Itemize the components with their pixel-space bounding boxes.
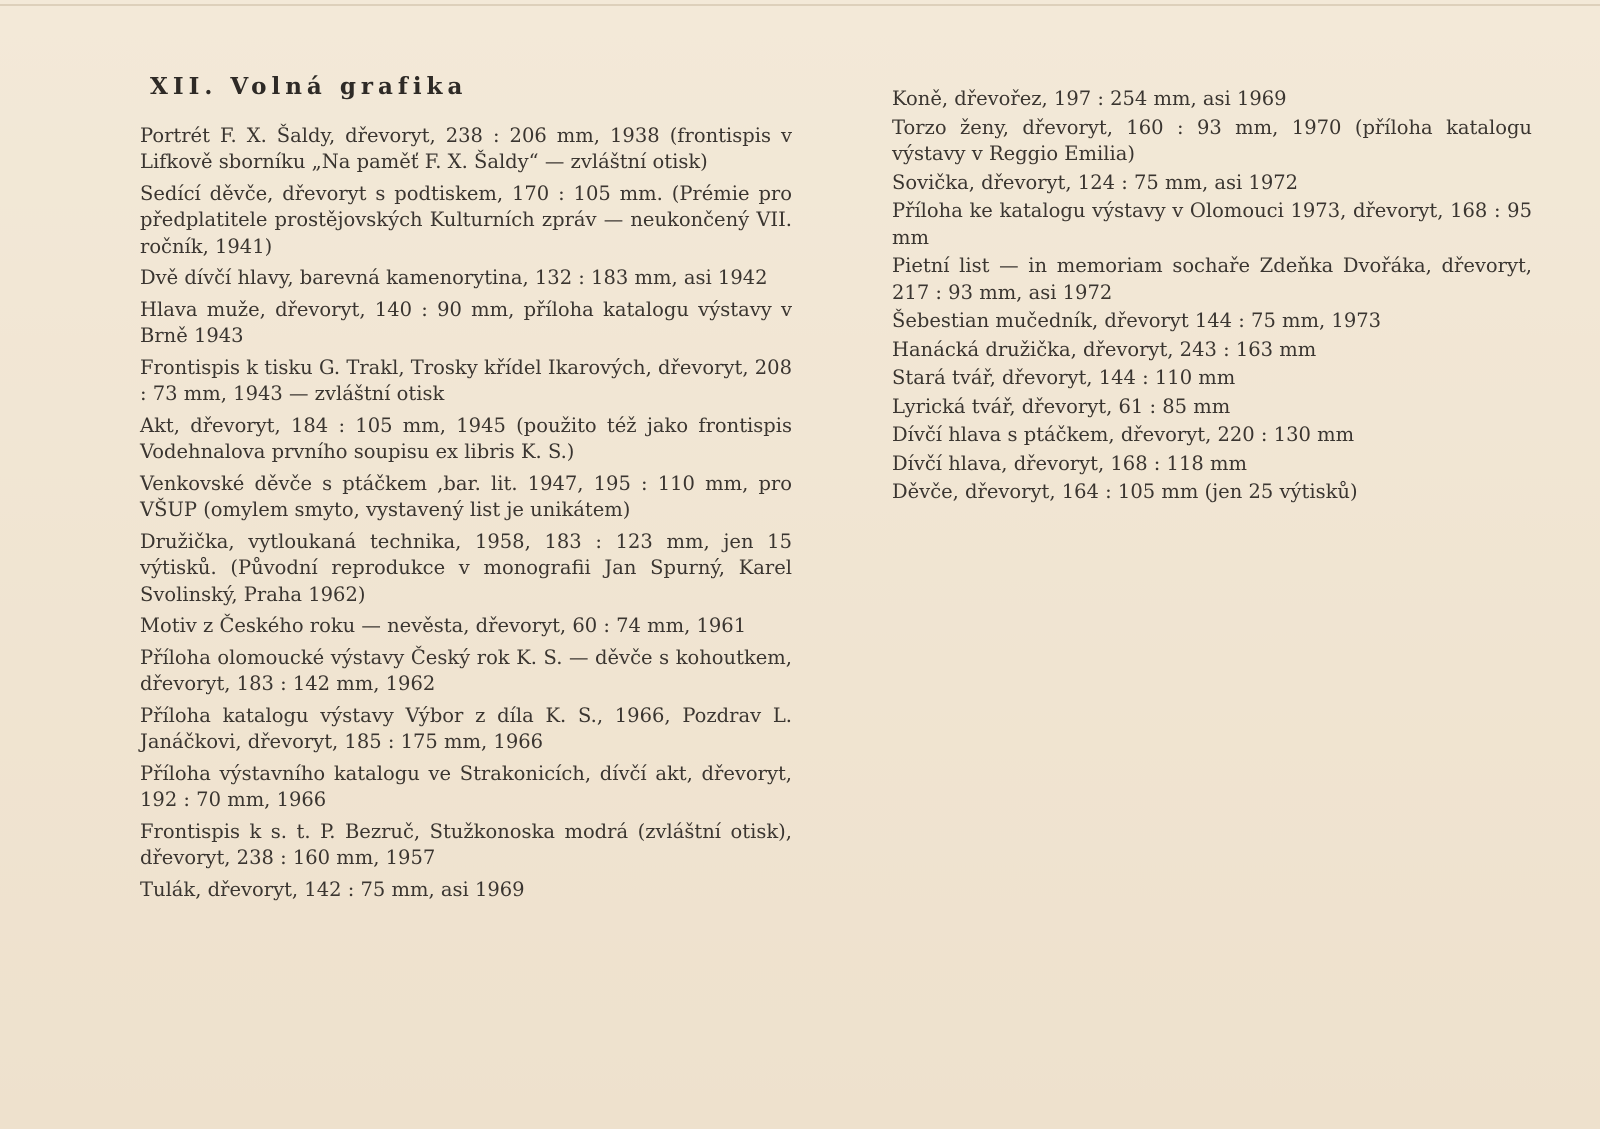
catalog-entry: Příloha katalogu výstavy Výbor z díla K. S., 1966, Pozdrav L. Janáčkovi, dřevoryt, 185 : 175 mm, 1966 xyxy=(140,703,792,753)
catalog-entry: Příloha olomoucké výstavy Český rok K. S. — děvče s kohoutkem, dřevoryt, 183 : 142 mm, 1962 xyxy=(140,645,792,695)
catalog-entry: Stará tvář, dřevoryt, 144 : 110 mm xyxy=(892,366,1236,389)
catalog-entry: Příloha výstavního katalogu ve Strakonicích, dívčí akt, dřevoryt, 192 : 70 mm, 1966 xyxy=(140,761,792,811)
catalog-entry: Frontispis k s. t. P. Bezruč, Stužkonoska modrá (zvláštní otisk), dřevoryt, 238 : 160 mm, 1957 xyxy=(140,819,792,869)
catalog-entry: Dívčí hlava, dřevoryt, 168 : 118 mm xyxy=(892,451,1247,475)
page-top-edge xyxy=(0,4,1600,6)
catalog-entry: Tulák, dřevoryt, 142 : 75 mm, asi 1969 xyxy=(140,877,525,901)
catalog-entry: Koně, dřevořez, 197 : 254 mm, asi 1969 xyxy=(892,87,1287,110)
catalog-entry: Hanácká družička, dřevoryt, 243 : 163 mm xyxy=(892,337,1317,361)
left-column xyxy=(140,74,792,908)
catalog-entry: Sedící děvče, dřevoryt s podtiskem, 170 : 105 mm. (Prémie pro předplatitele prostějovských Kulturních zpráv — neukončený VII. ročník, 1941) xyxy=(140,181,792,258)
right-column xyxy=(892,86,1532,508)
section-title: XII. Volná grafika xyxy=(150,73,468,100)
catalog-entry: Portrét F. X. Šaldy, dřevoryt, 238 : 206 mm, 1938 (frontispis v Lifkově sborníku „Na paměť F. X. Šaldy“ — zvláštní otisk) xyxy=(140,123,792,173)
catalog-entry: Lyrická tvář, dřevoryt, 61 : 85 mm xyxy=(892,394,1231,418)
catalog-entry: Akt, dřevoryt, 184 : 105 mm, 1945 (použito též jako frontispis Vodehnalova prvního soupisu ex libris K. S.) xyxy=(140,413,792,463)
catalog-entry: Dvě dívčí hlavy, barevná kamenorytina, 132 : 183 mm, asi 1942 xyxy=(140,266,768,289)
catalog-entry: Pietní list — in memoriam sochaře Zdeňka Dvořáka, dřevoryt, 217 : 93 mm, asi 1972 xyxy=(892,254,1532,304)
catalog-entry: Frontispis k tisku G. Trakl, Trosky křídel Ikarových, dřevoryt, 208 : 73 mm, 1943 — zvláštní otisk xyxy=(140,355,792,405)
catalog-entry: Šebestian mučedník, dřevoryt 144 : 75 mm, 1973 xyxy=(892,309,1382,332)
catalog-entry: Motiv z Českého roku — nevěsta, dřevoryt, 60 : 74 mm, 1961 xyxy=(140,614,747,637)
catalog-entry: Sovička, dřevoryt, 124 : 75 mm, asi 1972 xyxy=(892,170,1299,194)
catalog-entry: Družička, vytloukaná technika, 1958, 183 : 123 mm, jen 15 výtisků. (Původní reprodukce v monografii Jan Spurný, Karel Svolinský, Praha 1962) xyxy=(140,529,792,606)
catalog-entry: Děvče, dřevoryt, 164 : 105 mm (jen 25 výtisků) xyxy=(892,480,1358,503)
catalog-entry: Torzo ženy, dřevoryt, 160 : 93 mm, 1970 (příloha katalogu výstavy v Reggio Emilia) xyxy=(892,115,1532,165)
catalog-entry: Venkovské děvče s ptáčkem ,bar. lit. 1947, 195 : 110 mm, pro VŠUP (omylem smyto, vystavený list je unikátem) xyxy=(140,471,792,521)
catalog-entry: Dívčí hlava s ptáčkem, dřevoryt, 220 : 130 mm xyxy=(892,423,1355,446)
catalog-entry: Příloha ke katalogu výstavy v Olomouci 1973, dřevoryt, 168 : 95 mm xyxy=(892,199,1532,249)
catalog-entry: Hlava muže, dřevoryt, 140 : 90 mm, příloha katalogu výstavy v Brně 1943 xyxy=(140,297,792,347)
